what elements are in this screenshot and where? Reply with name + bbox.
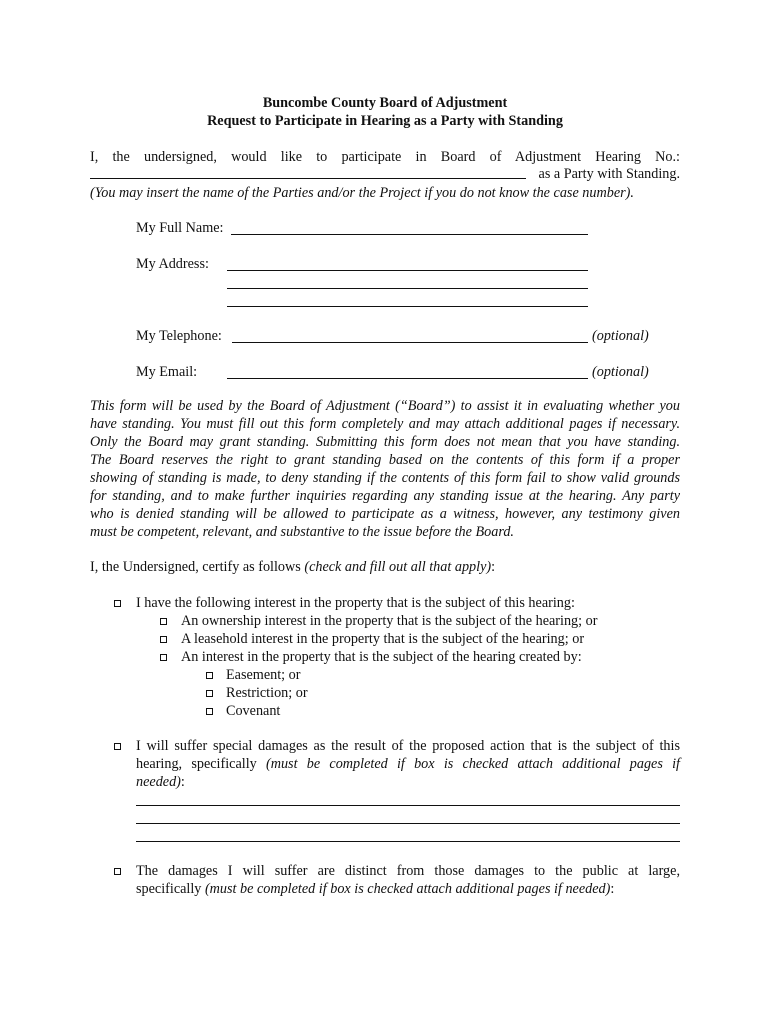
document-title: Buncombe County Board of Adjustment bbox=[262, 95, 508, 111]
notice-line: must be competent, relevant, and substantive to the issue before the Board. bbox=[90, 524, 514, 540]
notice-line: for standing, and to make further inquiries regarding any standing issue at the hearing. Any party bbox=[90, 488, 680, 504]
covenant-label: Covenant bbox=[226, 703, 281, 719]
certify-line: I, the Undersigned, certify as follows (check and fill out all that apply): bbox=[90, 559, 496, 575]
created-by-label: An interest in the property that is the subject of the hearing created by: bbox=[181, 649, 582, 665]
full-name-field[interactable] bbox=[231, 234, 588, 235]
special-damages-checkbox[interactable] bbox=[110, 737, 124, 755]
notice-line: who is denied standing will be allowed to participate as a witness, however, any testimony given bbox=[90, 506, 680, 522]
notice-line: Only the Board may grant standing. Submitting this form does not mean that you have standing. bbox=[90, 434, 680, 450]
distinct-damages-line-2: specifically (must be completed if box is checked attach additional pages if needed): bbox=[136, 881, 615, 897]
address-field-line-1[interactable] bbox=[227, 270, 588, 271]
address-label: My Address: bbox=[136, 256, 209, 272]
notice-line: showing of standing is made, to deny standing if the contents of this form fail to show valid grounds bbox=[90, 470, 680, 486]
address-field-line-2[interactable] bbox=[227, 288, 588, 289]
notice-line: have standing. You must fill out this form completely and may attach additional pages if necessary. bbox=[90, 416, 680, 432]
leasehold-label: A leasehold interest in the property that is the subject of the hearing; or bbox=[181, 631, 585, 647]
restriction-checkbox[interactable] bbox=[202, 684, 216, 702]
leasehold-checkbox[interactable] bbox=[156, 630, 170, 648]
intro-suffix: as a Party with Standing. bbox=[538, 166, 680, 182]
email-optional: (optional) bbox=[592, 364, 649, 380]
telephone-optional: (optional) bbox=[592, 328, 649, 344]
telephone-field[interactable] bbox=[232, 342, 588, 343]
ownership-label: An ownership interest in the property that is the subject of the hearing; or bbox=[181, 613, 598, 629]
hearing-number-field[interactable] bbox=[90, 178, 526, 179]
covenant-checkbox[interactable] bbox=[202, 702, 216, 720]
email-field[interactable] bbox=[227, 378, 588, 379]
special-damages-line-3: needed): bbox=[136, 774, 185, 790]
easement-checkbox[interactable] bbox=[202, 666, 216, 684]
created-by-checkbox[interactable] bbox=[156, 648, 170, 666]
ownership-checkbox[interactable] bbox=[156, 612, 170, 630]
notice-line: This form will be used by the Board of Adjustment (“Board”) to assist it in evaluating whether you bbox=[90, 398, 680, 414]
intro-note: (You may insert the name of the Parties and/or the Project if you do not know the case number). bbox=[90, 185, 634, 201]
special-damages-field-line-3[interactable] bbox=[136, 841, 680, 842]
telephone-label: My Telephone: bbox=[136, 328, 222, 344]
special-damages-line-2: hearing, specifically (must be completed if box is checked attach additional pages if bbox=[136, 756, 680, 772]
interest-checkbox[interactable] bbox=[110, 594, 124, 612]
special-damages-line-1: I will suffer special damages as the result of the proposed action that is the subject of this bbox=[136, 738, 680, 754]
distinct-damages-line-1: The damages I will suffer are distinct from those damages to the public at large, bbox=[136, 863, 680, 879]
interest-main: I have the following interest in the property that is the subject of this hearing: bbox=[136, 595, 575, 611]
email-label: My Email: bbox=[136, 364, 198, 380]
easement-label: Easement; or bbox=[226, 667, 301, 683]
intro-line: I, the undersigned, would like to participate in Board of Adjustment Hearing No.: bbox=[90, 149, 680, 165]
special-damages-field-line-1[interactable] bbox=[136, 805, 680, 806]
special-damages-field-line-2[interactable] bbox=[136, 823, 680, 824]
notice-line: The Board reserves the right to grant standing based on the contents of this form if a proper bbox=[90, 452, 680, 468]
restriction-label: Restriction; or bbox=[226, 685, 308, 701]
document-subtitle: Request to Participate in Hearing as a Party with Standing bbox=[207, 113, 563, 129]
notice-paragraph bbox=[90, 397, 680, 541]
distinct-damages-checkbox[interactable] bbox=[110, 862, 124, 880]
address-field-line-3[interactable] bbox=[227, 306, 588, 307]
full-name-label: My Full Name: bbox=[136, 220, 224, 236]
